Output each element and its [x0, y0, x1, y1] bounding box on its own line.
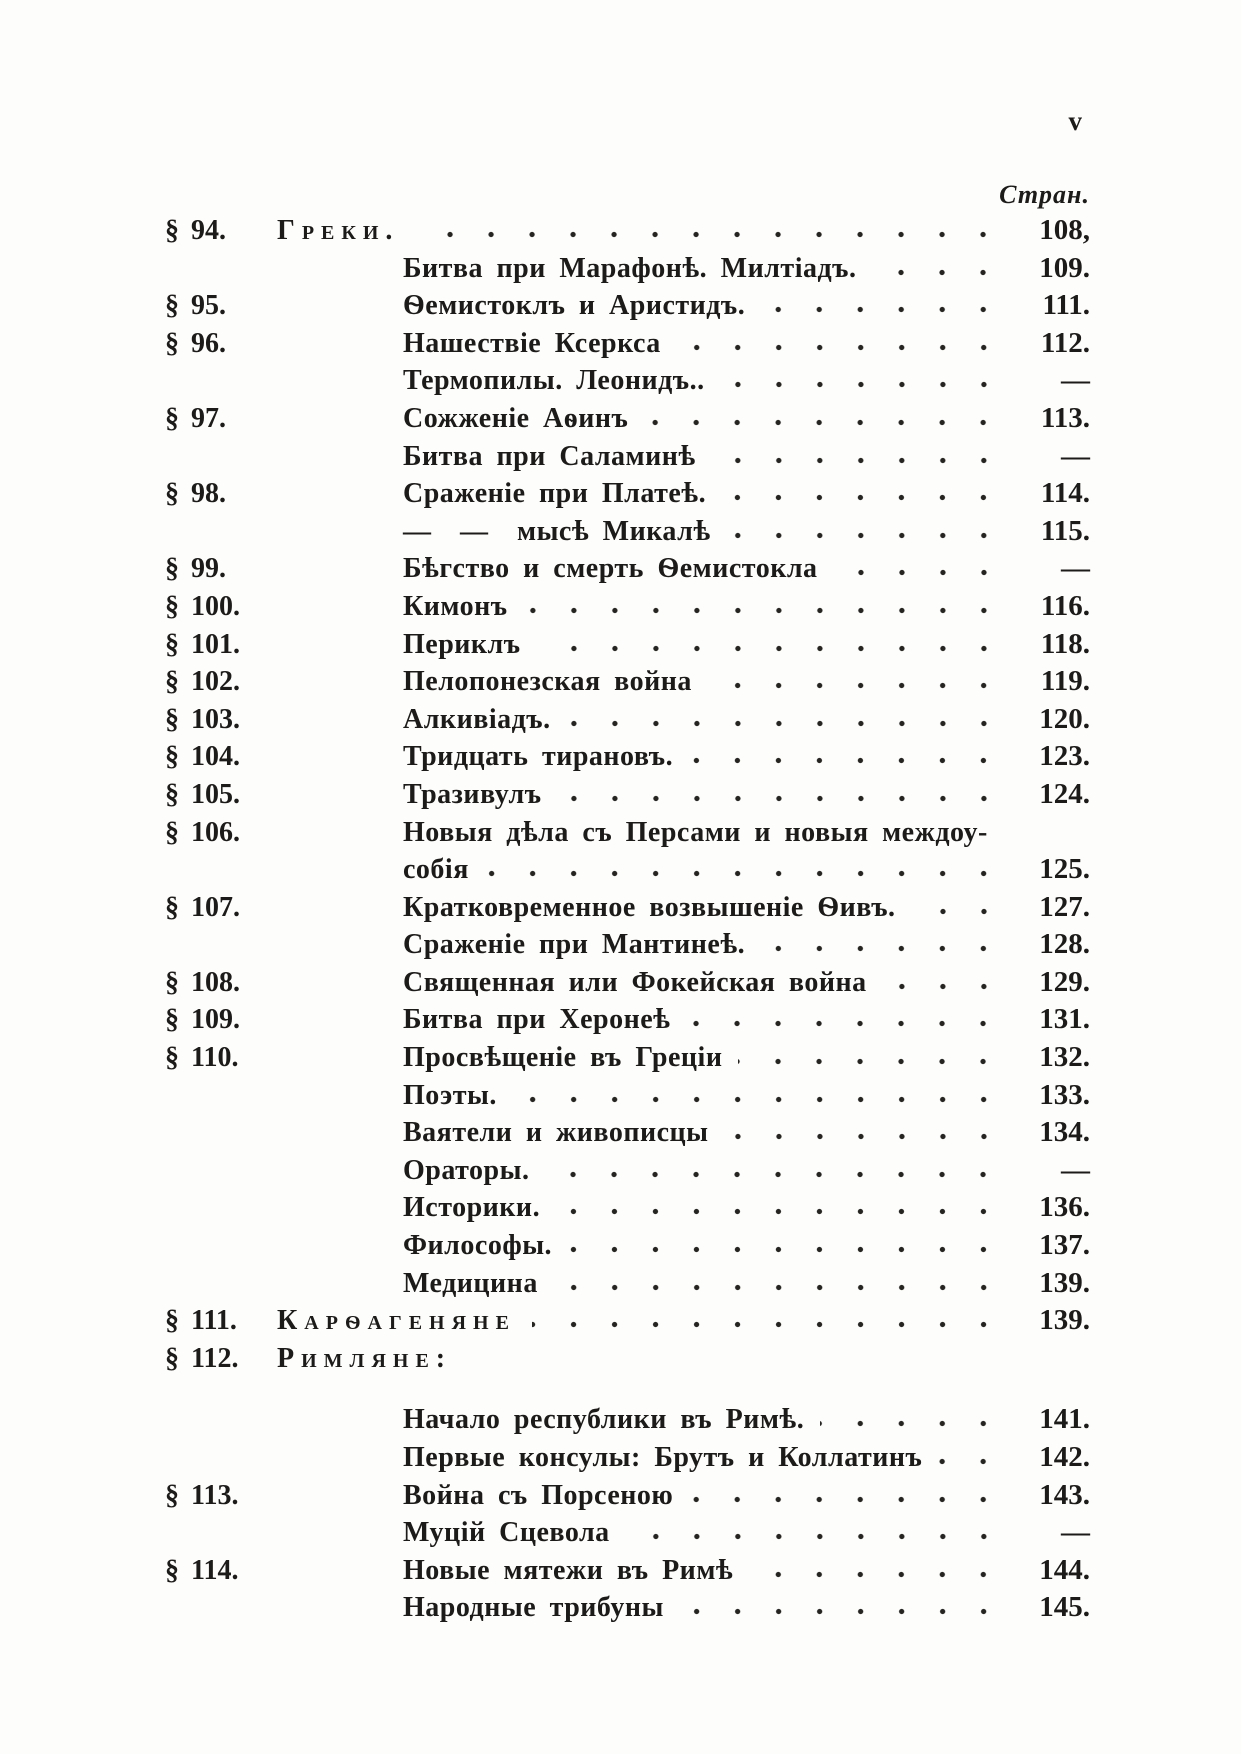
toc-page-number: 133.: [1039, 1078, 1090, 1111]
toc-section-number: § 102.: [165, 666, 240, 698]
dot-leader: [524, 606, 1004, 615]
toc-page-number: 139.: [1039, 1266, 1090, 1299]
toc-page-number: 144.: [1039, 1553, 1090, 1586]
toc-page-number: —: [1061, 364, 1090, 397]
dot-leader: [680, 1607, 1004, 1616]
toc-entry-title: Бѣгство и смерть Ѳемистокла: [403, 553, 818, 585]
toc-entry-title: Ѳемистоклъ и Аристидъ.: [403, 290, 746, 322]
dot-leader: [556, 1207, 1004, 1216]
dot-leader: [558, 794, 1004, 803]
toc-entry-title: Периклъ: [403, 628, 521, 660]
dot-leader: [415, 230, 1004, 239]
toc-section-number: § 100.: [165, 590, 240, 622]
toc-page-number: 124.: [1039, 777, 1090, 810]
toc-row: [165, 325, 1090, 363]
dot-leader: [872, 268, 1004, 277]
toc-section-number: § 113.: [165, 1479, 239, 1511]
toc-row: [165, 926, 1090, 964]
toc-entry-title: Первые консулы: Брутъ и Коллатинъ: [403, 1442, 923, 1473]
toc-row: [165, 1039, 1090, 1077]
toc-page-number: —: [1061, 552, 1090, 585]
toc-entry-title: Термопилы. Леонидъ..: [403, 365, 705, 397]
toc-entry-title: Новыя дѣла съ Персами и новыя междоу-: [403, 816, 988, 848]
toc-row: [165, 1589, 1090, 1627]
dot-leader: [721, 380, 1004, 389]
toc-page-number: 132.: [1039, 1041, 1090, 1074]
toc-row: [165, 438, 1090, 476]
toc-page-number: 141.: [1039, 1403, 1090, 1436]
dot-leader: [513, 1095, 1004, 1104]
dot-leader: [912, 907, 1004, 916]
dot-leader: [708, 681, 1004, 690]
toc-row: [165, 776, 1090, 814]
toc-page-number: 108,: [1039, 214, 1090, 246]
folio-page-number: v: [1068, 106, 1083, 136]
toc-section-number: § 94.: [165, 215, 226, 246]
dot-leader: [554, 1283, 1004, 1292]
toc-page-number: 119.: [1040, 665, 1090, 698]
toc-entry-title: Священная или Фокейская война: [403, 966, 867, 998]
dot-leader: [738, 1057, 1004, 1066]
toc-entry-title: Сраженіе при Платеѣ.: [403, 478, 707, 510]
toc-row: [165, 475, 1090, 513]
toc-section-number: § 103.: [165, 703, 240, 735]
toc-entry-title: Историки.: [403, 1192, 541, 1224]
toc-section-number: § 110.: [165, 1042, 239, 1074]
toc-section-number: § 99.: [165, 553, 226, 585]
toc-row: [165, 362, 1090, 400]
toc-entry-title: Народные трибуны: [403, 1592, 664, 1624]
dot-leader: [686, 1019, 1004, 1028]
toc-row: [165, 1001, 1090, 1039]
toc-entry-title: Тразивулъ: [403, 778, 542, 810]
toc-page-number: 116.: [1040, 589, 1090, 622]
toc-section-number: § 107.: [165, 891, 240, 923]
toc-section-number: § 98.: [165, 478, 226, 510]
toc-section-number: § 97.: [165, 402, 226, 434]
toc-page-number: 137.: [1039, 1229, 1090, 1262]
toc-row: [165, 400, 1090, 438]
toc-section-number: § 96.: [165, 327, 226, 359]
dot-leader: [485, 869, 1004, 878]
toc-section-number: § 114.: [165, 1554, 239, 1586]
toc-section-number: § 108.: [165, 966, 240, 998]
dot-leader: [834, 568, 1004, 577]
toc-entry-title: Муцій Сцевола: [403, 1517, 610, 1549]
toc-row: [165, 663, 1090, 701]
toc-entry-title: Просвѣщеніе въ Греціи: [403, 1042, 723, 1074]
dot-leader: [545, 1170, 1004, 1179]
toc-entry-title: Ораторы.: [403, 1154, 530, 1186]
toc-entry-title: Новые мятежи въ Римѣ: [403, 1554, 734, 1586]
toc-row: [165, 212, 1090, 250]
toc-entry-title: Сожженіе Аѳинъ: [403, 402, 629, 434]
toc-entry-title: Война съ Порсеною: [403, 1479, 674, 1511]
toc-row: [165, 287, 1090, 325]
toc-page-number: 115.: [1040, 514, 1090, 547]
dot-leader: [749, 1570, 1004, 1579]
toc-page-number: 113.: [1040, 401, 1090, 434]
toc-section-number: § 111.: [165, 1305, 237, 1337]
toc-row: [165, 701, 1090, 739]
toc-page-number: 123.: [1039, 740, 1090, 773]
toc-section-number: § 109.: [165, 1004, 240, 1036]
toc-row: [165, 1439, 1090, 1477]
toc-section-number: § 112.: [165, 1342, 239, 1374]
toc-entry-title: Алкивіадъ.: [403, 703, 551, 735]
dot-leader: [677, 343, 1004, 352]
toc-page-number: 131.: [1039, 1003, 1090, 1036]
toc-entry-title: Философы.: [403, 1230, 553, 1262]
toc-entry-title: Поэты.: [403, 1079, 497, 1111]
dot-leader: [644, 418, 1004, 427]
toc-row: [165, 738, 1090, 776]
toc-row: [165, 814, 1090, 852]
toc-page-number: 139.: [1039, 1304, 1090, 1337]
dot-leader: [626, 1532, 1004, 1541]
dot-leader: [820, 1419, 1004, 1428]
toc-entry-title: собія: [403, 854, 469, 886]
toc-section-number: § 104.: [165, 741, 240, 773]
toc-entry-title: Сраженіе при Мантинеѣ.: [403, 929, 746, 961]
toc-entry-title: Битва при Марафонѣ. Милтіадъ.: [403, 252, 857, 284]
toc-page-number: 114.: [1040, 477, 1090, 510]
toc-row: [165, 1340, 1090, 1378]
toc-page-number: 142.: [1039, 1441, 1090, 1473]
toc-page-number: 134.: [1039, 1116, 1090, 1149]
toc-row: [165, 1114, 1090, 1152]
toc-row: [165, 1302, 1090, 1340]
toc-section-number: § 105.: [165, 778, 240, 810]
toc-row: [165, 626, 1090, 664]
toc-section-number: § 106.: [165, 816, 240, 848]
toc-page-number: 111.: [1042, 289, 1090, 322]
dot-leader: [537, 644, 1004, 653]
toc-page-number: 112.: [1040, 326, 1090, 359]
toc-entry-title: Ваятели и живописцы: [403, 1117, 709, 1149]
toc-row: [165, 588, 1090, 626]
toc-entry-title: Римляне:: [277, 1342, 453, 1374]
toc-row: [165, 1401, 1090, 1439]
toc-page-number: 125.: [1039, 853, 1090, 886]
toc-entry-title: Битва при Херонеѣ: [403, 1004, 671, 1036]
toc-page-number: —: [1061, 439, 1090, 472]
dot-leader: [712, 456, 1004, 465]
dot-leader: [689, 1495, 1004, 1504]
toc-page-number: 145.: [1039, 1591, 1090, 1624]
dot-leader: [938, 1457, 1004, 1466]
toc-page-number: —: [1061, 1516, 1090, 1549]
toc-page-number: 120.: [1039, 702, 1090, 735]
toc-page-number: 127.: [1039, 890, 1090, 923]
toc-section-number: § 101.: [165, 628, 240, 660]
dot-leader: [761, 944, 1004, 953]
dot-leader: [567, 719, 1004, 728]
toc-row: [165, 550, 1090, 588]
toc-row: [165, 513, 1090, 551]
toc-row: [165, 1265, 1090, 1303]
page-column-header: Стран.: [999, 180, 1090, 209]
toc-entry-title: Пелопонезская война: [403, 666, 692, 698]
toc-row: [165, 964, 1090, 1002]
toc-page-number: 143.: [1039, 1478, 1090, 1511]
dot-leader: [722, 493, 1004, 502]
toc-page-number: 136.: [1039, 1191, 1090, 1224]
dot-leader: [568, 1245, 1004, 1254]
dot-leader: [761, 305, 1004, 314]
toc-entry-title: Греки.: [277, 215, 400, 246]
dot-leader: [532, 1320, 1004, 1329]
dot-leader: [883, 982, 1004, 991]
toc-page-number: 128.: [1039, 928, 1090, 961]
toc-section-number: § 95.: [165, 290, 226, 322]
dot-leader: [727, 531, 1004, 540]
toc-row: [165, 250, 1090, 288]
toc-row: [165, 1552, 1090, 1590]
toc-entry-title: Медицина: [403, 1267, 538, 1299]
dot-leader: [689, 756, 1004, 765]
toc-row: [165, 889, 1090, 927]
toc-page-number: 129.: [1039, 965, 1090, 998]
toc-entry-title: — — мысѣ Микалѣ: [403, 515, 711, 547]
toc-entry-title: Нашествіе Ксеркса: [403, 327, 661, 359]
toc-row: [165, 1152, 1090, 1190]
toc-entry-title: Кимонъ: [403, 590, 508, 622]
toc-entry-title: Битва при Саламинѣ: [403, 440, 696, 472]
toc-page-number: 109.: [1039, 251, 1090, 284]
toc-row: [165, 851, 1090, 889]
toc-row: [165, 1227, 1090, 1265]
toc-page-number: 118.: [1040, 627, 1090, 660]
toc-entry-title: Начало республики въ Римѣ.: [403, 1404, 805, 1436]
toc-row: [165, 1189, 1090, 1227]
toc-entry-title: Кратковременное возвышеніе Ѳивъ.: [403, 891, 896, 923]
toc-entry-title: Тридцать тирановъ.: [403, 741, 674, 773]
toc-row: [165, 1477, 1090, 1515]
toc-row: [165, 1514, 1090, 1552]
toc-list: [165, 212, 1090, 1627]
toc-page-number: —: [1061, 1153, 1090, 1186]
toc-entry-title: Карѳагеняне: [277, 1305, 516, 1337]
dot-leader: [725, 1132, 1004, 1141]
toc-row: [165, 1077, 1090, 1115]
